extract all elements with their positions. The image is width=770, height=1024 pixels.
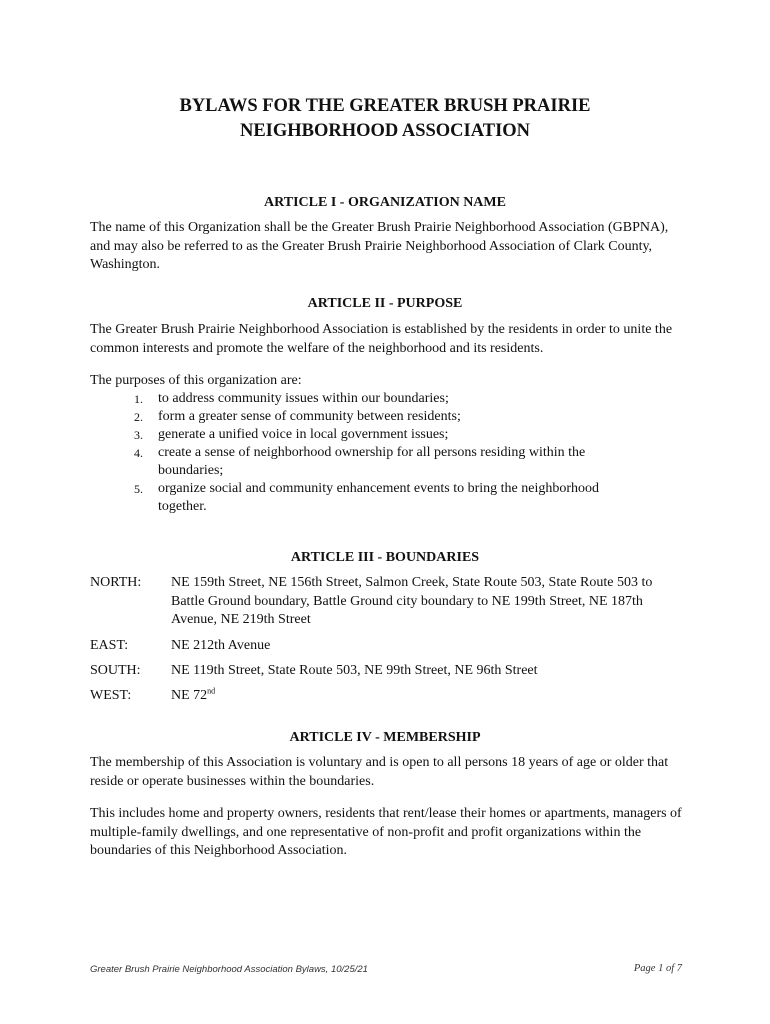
list-item: 4. create a sense of neighborhood ownership for all persons residing within the boundaries; (134, 445, 586, 478)
article-3-heading: ARTICLE III - BOUNDARIES (290, 550, 480, 565)
boundary-value: NE 119th Street, State Route 503, NE 99th Street, NE 96th Street (171, 663, 538, 678)
boundary-value: NE 72nd (171, 686, 216, 703)
article-4-heading: ARTICLE IV - MEMBERSHIP (289, 730, 481, 745)
boundary-label: NORTH: (90, 575, 142, 590)
list-item: 3. generate a unified voice in local government issues; (134, 427, 449, 442)
purposes-list (90, 390, 690, 516)
title-line-2: NEIGHBORHOOD ASSOCIATION (239, 121, 531, 141)
page-number: Page 1 of 7 (633, 963, 682, 974)
article-4-text-1: The membership of this Association is voluntary and is open to all persons 18 years of age or older that reside or operate businesses within the boundaries. (90, 755, 669, 789)
list-item: 5. organize social and community enhancement events to bring the neighborhood together. (134, 481, 600, 514)
article-1-heading: ARTICLE I - ORGANIZATION NAME (264, 195, 506, 210)
article-4-text-2: This includes home and property owners, residents that rent/lease their homes or apartments, managers of multiple-family dwellings, and one representative of non-profit and profit organizations within the boundaries of this Neighborhood Association. (90, 806, 682, 858)
footer-title: Greater Brush Prairie Neighborhood Association Bylaws, 10/25/21 (90, 964, 368, 975)
article-2-text: The Greater Brush Prairie Neighborhood Association is established by the residents in order to unite the common interests and promote the welfare of the neighborhood and its residents. (90, 322, 673, 356)
list-item: 1. to address community issues within our boundaries; (134, 391, 449, 406)
boundary-value: NE 159th Street, NE 156th Street, Salmon Creek, State Route 503, State Route 503 to Battle Ground boundary, Battle Ground city boundary to NE 199th Street, NE 187th Avenue, NE 219th Street (171, 575, 653, 627)
boundary-value: NE 212th Avenue (171, 638, 271, 653)
list-item: 2. form a greater sense of community between residents; (134, 409, 461, 424)
boundary-label: EAST: (90, 638, 129, 653)
boundary-label: SOUTH: (90, 663, 141, 678)
title-line-1: BYLAWS FOR THE GREATER BRUSH PRAIRIE (179, 96, 591, 116)
article-2-heading: ARTICLE II - PURPOSE (307, 296, 463, 311)
boundary-label: WEST: (90, 688, 132, 703)
document-title (0, 94, 770, 144)
article-1-text: The name of this Organization shall be the Greater Brush Prairie Neighborhood Association (GBPNA), and may also be referred to as the Greater Brush Prairie Neighborhood Association of Clark County, Washington. (90, 220, 669, 272)
purposes-intro: The purposes of this organization are: (90, 373, 302, 388)
